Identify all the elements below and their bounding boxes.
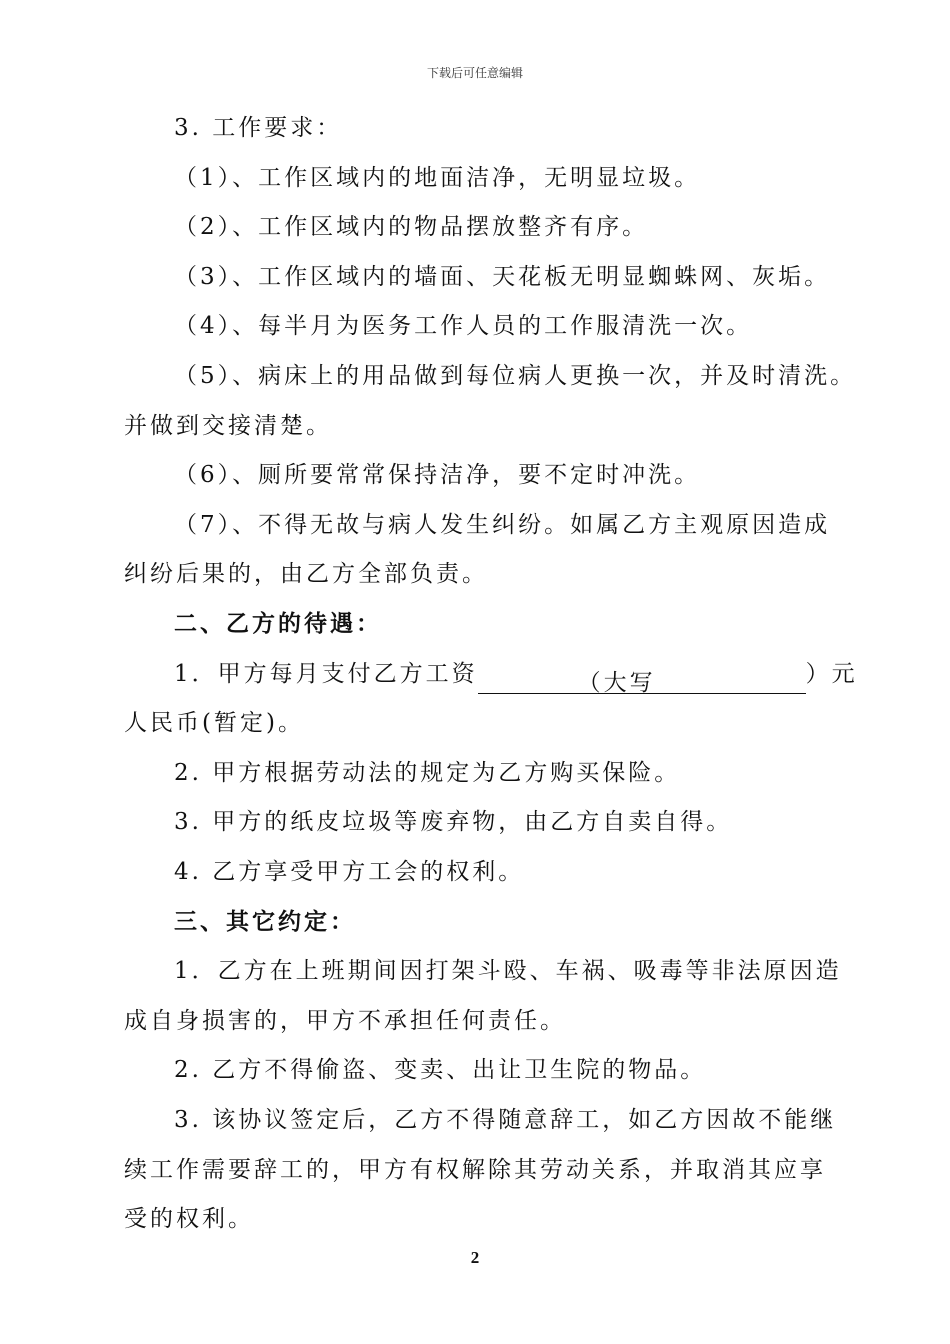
page-number: 2 (470, 1248, 480, 1267)
page-header: 下载后可任意编辑 (426, 66, 523, 80)
requirement-6: （6）、厕所要常常保持洁净，要不定时冲洗。 (174, 462, 701, 488)
agreement-3-cont-2: 受的权利。 (124, 1206, 254, 1232)
salary-blank (478, 663, 578, 694)
requirement-3: （3）、工作区域内的墙面、天花板无明显蜘蛛网、灰垢。 (174, 264, 831, 290)
salary-words-label: （大写 (578, 663, 656, 694)
agreement-3: 3. 该协议签定后，乙方不得随意辞工，如乙方因故不能继 (174, 1107, 837, 1133)
benefit-2: 2. 甲方根据劳动法的规定为乙方购买保险。 (174, 760, 681, 786)
benefit-1-cont: 人民币(暂定)。 (124, 710, 304, 736)
agreement-1: 1．乙方在上班期间因打架斗殴、车祸、吸毒等非法原因造 (174, 958, 842, 984)
requirement-5: （5）、病床上的用品做到每位病人更换一次，并及时清洗。 (174, 363, 857, 389)
work-requirements-heading: 3. 工作要求： (174, 115, 343, 141)
requirement-4: （4）、每半月为医务工作人员的工作服清洗一次。 (174, 313, 753, 339)
agreement-2: 2. 乙方不得偷盗、变卖、出让卫生院的物品。 (174, 1057, 707, 1083)
benefit-4: 4. 乙方享受甲方工会的权利。 (174, 859, 525, 885)
requirement-5-cont: 并做到交接清楚。 (124, 413, 332, 439)
requirement-7-cont: 纠纷后果的，由乙方全部负责。 (124, 561, 488, 587)
agreement-1-cont: 成自身损害的，甲方不承担任何责任。 (124, 1008, 566, 1034)
section-3-heading: 三、其它约定： (174, 908, 356, 935)
benefit-1 (174, 654, 858, 694)
requirement-2: （2）、工作区域内的物品摆放整齐有序。 (174, 214, 649, 240)
requirement-7: （7）、不得无故与病人发生纠纷。如属乙方主观原因造成 (174, 512, 831, 538)
benefit-3: 3. 甲方的纸皮垃圾等废弃物，由乙方自卖自得。 (174, 809, 733, 835)
agreement-3-cont: 续工作需要辞工的，甲方有权解除其劳动关系，并取消其应享 (124, 1157, 826, 1183)
benefit-1-text: 1．甲方每月支付乙方工资 (174, 661, 478, 687)
section-2-heading: 二、乙方的待遇： (174, 610, 382, 637)
salary-words-blank (656, 663, 806, 694)
salary-unit: ）元 (805, 661, 858, 687)
requirement-1: （1）、工作区域内的地面洁净，无明显垃圾。 (174, 165, 701, 191)
